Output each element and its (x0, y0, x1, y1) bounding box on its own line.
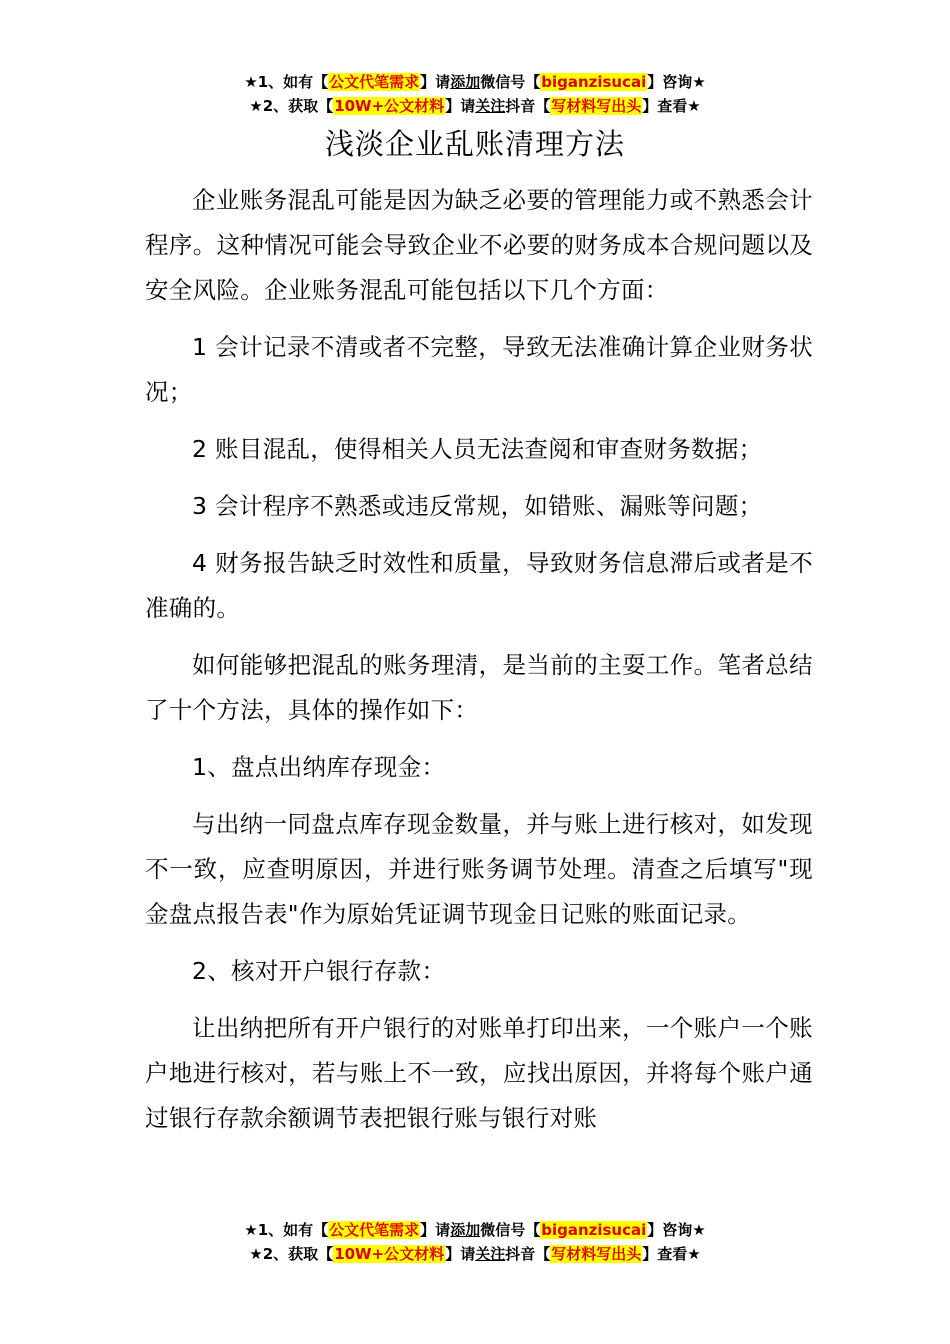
section-heading-1: 1、盘点出纳库存现金： (192, 753, 446, 781)
document-body (145, 178, 813, 1153)
paragraph-intro: 企业账务混乱可能是因为缺乏必要的管理能力或不熟悉会计程序。这种情况可能会导致企业不必要的财务成本合规问题以及安全风险。企业账务混乱可能包括以下几个方面： (145, 186, 813, 304)
highlight-wechat-id: biganzisucai (541, 1221, 647, 1239)
highlight-douyin-account: 写材料写出头 (551, 1245, 642, 1263)
highlight-service: 公文代笔需求 (329, 73, 420, 91)
paragraph-item-2: 2 账目混乱，使得相关人员无法查阅和审查财务数据； (192, 435, 763, 463)
paragraph-item-3: 3 会计程序不熟悉或违反常规，如错账、漏账等问题； (192, 492, 763, 520)
banner-line-1: ★1、如有【公文代笔需求】请添加微信号【biganzisucai】咨询★ (244, 1221, 706, 1239)
highlight-materials: 10W+公文材料 (334, 1245, 445, 1263)
paragraph-section-2: 让出纳把所有开户银行的对账单打印出来，一个账户一个账户地进行核对，若与账上不一致，应找出原因，并将每个账户通过银行存款余额调节表把银行账与银行对账 (145, 1014, 813, 1132)
banner-line-2: ★2、获取【10W+公文材料】请关注抖音【写材料写出头】查看★ (249, 1245, 701, 1263)
highlight-service: 公文代笔需求 (329, 1221, 420, 1239)
banner-line-2: ★2、获取【10W+公文材料】请关注抖音【写材料写出头】查看★ (249, 97, 701, 115)
highlight-materials: 10W+公文材料 (334, 97, 445, 115)
paragraph-section-1: 与出纳一同盘点库存现金数量，并与账上进行核对，如发现不一致，应查明原因，并进行账务调节处理。清查之后填写"现金盘点报告表"作为原始凭证调节现金日记账的账面记录。 (145, 810, 813, 928)
highlight-wechat-id: biganzisucai (541, 73, 647, 91)
banner-line-1: ★1、如有【公文代笔需求】请添加微信号【biganzisucai】咨询★ (244, 73, 706, 91)
document-title: 浅淡企业乱账清理方法 (324, 127, 625, 161)
paragraph-methods-intro: 如何能够把混乱的账务理清，是当前的主耍工作。笔者总结了十个方法，具体的操作如下： (145, 651, 813, 724)
paragraph-item-4: 4 财务报告缺乏时效性和质量，导致财务信息滞后或者是不准确的。 (145, 549, 813, 622)
highlight-douyin-account: 写材料写出头 (551, 97, 642, 115)
paragraph-item-1: 1 会计记录不清或者不完整，导致无法准确计算企业财务状况； (145, 333, 813, 406)
header-banner (0, 70, 950, 118)
section-heading-2: 2、核对开户银行存款： (192, 957, 446, 985)
footer-banner (0, 1218, 950, 1266)
